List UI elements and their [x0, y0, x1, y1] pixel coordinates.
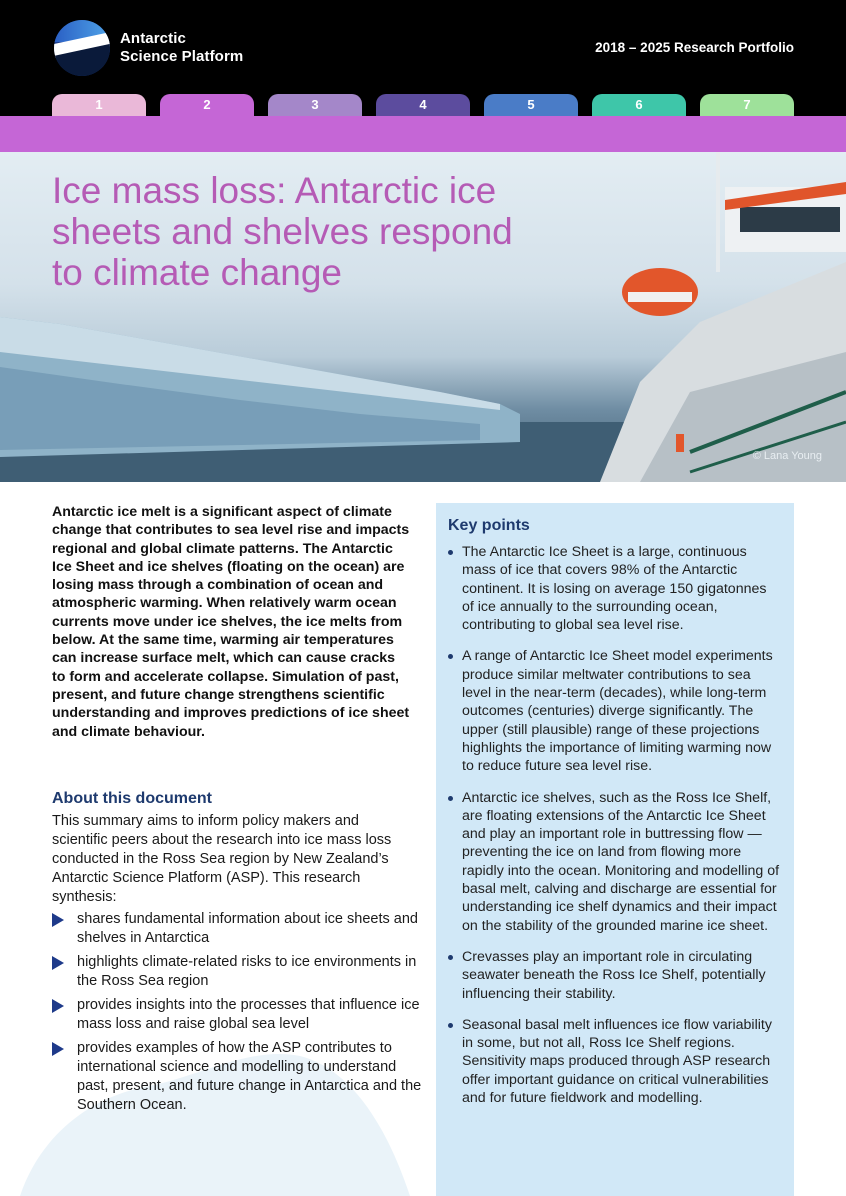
list-item [448, 948, 782, 1003]
list-item-text: provides examples of how the ASP contributes to international science and modelling to understand past, present, and future change in Antarctica and the Southern Ocean. [77, 1040, 422, 1113]
list-item-text: Crevasses play an important role in circulating seawater beneath the Ross Ice Shelf, potentially influencing their stability. [462, 948, 766, 1002]
logo-line-2: Science Platform [120, 48, 244, 65]
ship-mast [716, 152, 720, 272]
bullet-dot-icon [448, 796, 453, 801]
logo-globe-icon [54, 20, 110, 76]
key-points-panel [436, 503, 794, 1196]
list-item [52, 1039, 422, 1115]
tab-6[interactable]: 6 [592, 94, 686, 116]
tab-1[interactable]: 1 [52, 94, 146, 116]
triangle-bullet-icon [52, 1042, 64, 1056]
key-points-list [448, 543, 782, 1107]
tab-5[interactable]: 5 [484, 94, 578, 116]
tab-2[interactable]: 2 [160, 94, 254, 116]
tab-3[interactable]: 3 [268, 94, 362, 116]
triangle-bullet-icon [52, 999, 64, 1013]
logo-line-1: Antarctic [120, 30, 186, 47]
lifeboat-rail [628, 292, 692, 302]
list-item [52, 953, 422, 991]
triangle-bullet-icon [52, 913, 64, 927]
list-item-text: highlights climate-related risks to ice environments in the Ross Sea region [77, 954, 417, 989]
bullet-dot-icon [448, 654, 453, 659]
page-title: Ice mass loss: Antarctic ice sheets and shelves respond to climate change [52, 170, 513, 293]
logo-text [120, 30, 243, 66]
about-paragraph: This summary aims to inform policy makers and scientific peers about the research into ice mass loss conducted in the Ross Sea region by New Zealand’s Antarctic Science Platform (ASP). This research synthesis: [52, 813, 392, 905]
active-section-band [0, 116, 846, 152]
list-item [448, 789, 782, 935]
key-points-heading: Key points [448, 517, 530, 534]
list-item [448, 647, 782, 775]
list-item [448, 1016, 782, 1107]
bullet-dot-icon [448, 955, 453, 960]
list-item-text: A range of Antarctic Ice Sheet model experiments produce similar meltwater contributions to sea level in the near-term (decades), while long-term outcomes (centuries) diverge significantly. The upper (still plausible) range of these projections highlights the importance of limiting warming now to reduce future sea level rise. [462, 648, 773, 775]
list-item-text: The Antarctic Ice Sheet is a large, continuous mass of ice that covers 98% of the Antarctic continent. It is losing on average 150 gigatonnes of ice annually to the surrounding ocean, contributing to global sea level rise. [462, 544, 767, 634]
list-item [448, 543, 782, 634]
portfolio-label: 2018 – 2025 Research Portfolio [595, 40, 794, 55]
asp-logo [54, 20, 243, 76]
list-item [52, 910, 422, 948]
about-heading: About this document [52, 790, 212, 807]
hero-photo [0, 152, 846, 482]
about-list [52, 910, 422, 1120]
photo-credit: © Lana Young [752, 450, 822, 462]
list-item-text: shares fundamental information about ice sheets and shelves in Antarctica [77, 911, 418, 946]
intro-paragraph: Antarctic ice melt is a significant aspect of climate change that contributes to sea level rise and impacts regional and global climate patterns. The Antarctic Ice Sheet and ice shelves (floating on the ocean) are losing mass through a combination of ocean and atmospheric warming. When relatively warm ocean currents move under ice shelves, the ice melts from below. At the same time, warming air temperatures can increase surface melt, which can cause cracks to form and accelerate collapse. Simulation of past, present, and future change strengthens scientific understanding and improves predictions of ice sheet and climate behaviour. [52, 504, 410, 740]
bridge-windows [740, 207, 840, 232]
tab-7[interactable]: 7 [700, 94, 794, 116]
section-tabs [52, 94, 794, 116]
list-item [52, 996, 422, 1034]
crew-member [676, 434, 684, 452]
triangle-bullet-icon [52, 956, 64, 970]
tab-4[interactable]: 4 [376, 94, 470, 116]
list-item-text: provides insights into the processes that influence ice mass loss and raise global sea level [77, 997, 420, 1032]
bullet-dot-icon [448, 550, 453, 555]
bullet-dot-icon [448, 1023, 453, 1028]
list-item-text: Seasonal basal melt influences ice flow variability in some, but not all, Ross Ice Shelf regions. Sensitivity maps produced through ASP research offer important guidance on critical vulnerabilities and for future fieldwork and modelling. [462, 1016, 772, 1107]
list-item-text: Antarctic ice shelves, such as the Ross Ice Shelf, are floating extensions of the Antarctic Ice Sheet and play an important role in buttressing flow — preventing the ice on land from flowing more rapidly into the ocean. Monitoring and modelling of basal melt, calving and discharge are essential for understanding ice shelf dynamics and their impact on the stability of the grounded marine ice sheet. [462, 789, 780, 934]
header-bar [0, 0, 846, 116]
